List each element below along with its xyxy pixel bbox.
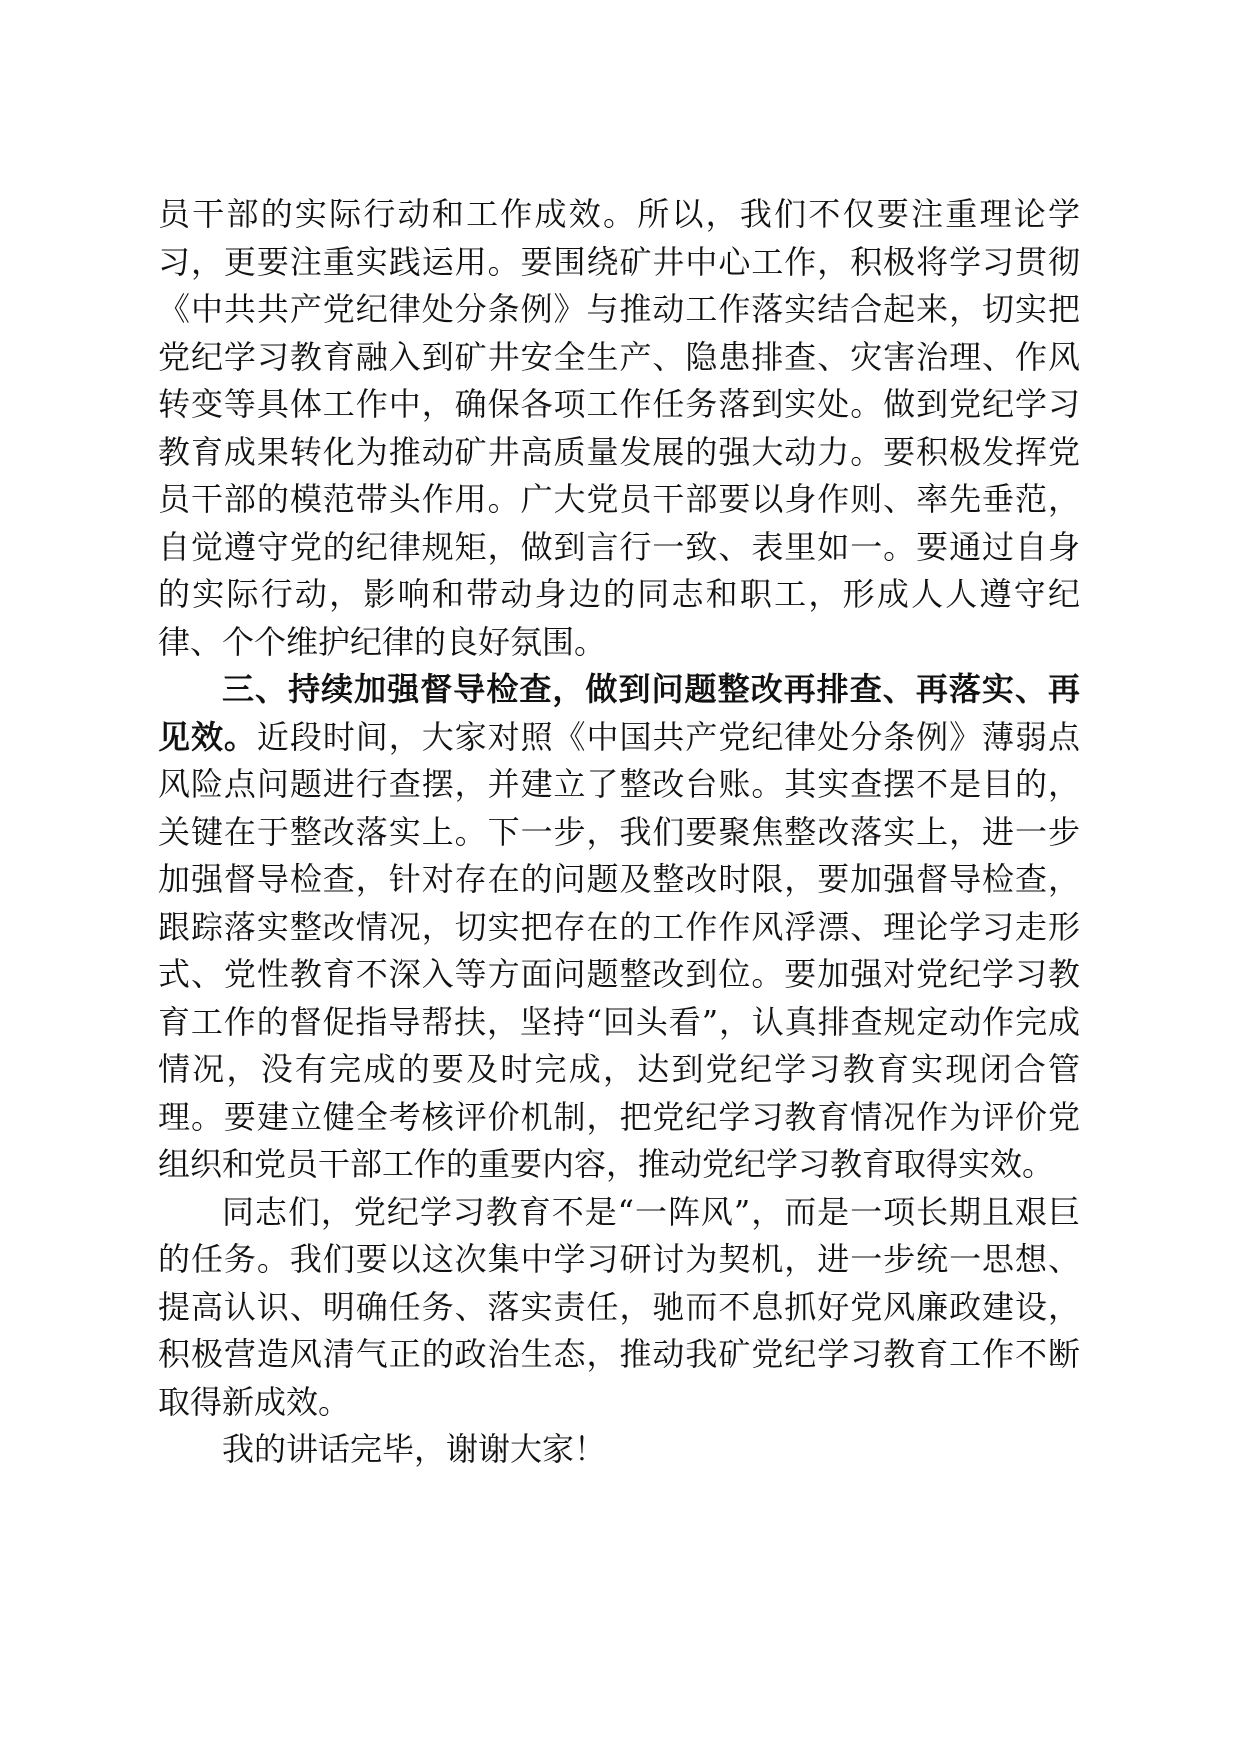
paragraph-text: 我的讲话完毕，谢谢大家！ bbox=[222, 1430, 607, 1468]
paragraph-section-three bbox=[158, 666, 1080, 1189]
document-body bbox=[158, 191, 1080, 1474]
paragraph-closing bbox=[158, 1189, 1080, 1427]
paragraph-text: 近段时间，大家对照《中国共产党纪律处分条例》薄弱点风险点问题进行查摆，并建立了整改台账。其实查摆不是目的，关键在于整改落实上。下一步，我们要聚焦整改落实上，进一步加强督导检查，针对存在的问题及整改时限，要加强督导检查，跟踪落实整改情况，切实把存在的工作作风浮漂、理论学习走形式、党性教育不深入等方面问题整改到位。要加强对党纪学习教育工作的督促指导帮扶，坚持“回头看”，认真排查规定动作完成情况，没有完成的要及时完成，达到党纪学习教育实现闭合管理。要建立健全考核评价机制，把党纪学习教育情况作为评价党组织和党员干部工作的重要内容，推动党纪学习教育取得实效。 bbox=[158, 717, 1080, 1183]
paragraph-thanks bbox=[158, 1426, 1080, 1474]
paragraph-text: 员干部的实际行动和工作成效。所以，我们不仅要注重理论学习，更要注重实践运用。要围绕矿井中心工作，积极将学习贯彻《中共共产党纪律处分条例》与推动工作落实结合起来，切实把党纪学习教育融入到矿井安全生产、隐患排查、灾害治理、作风转变等具体工作中，确保各项工作任务落到实处。做到党纪学习教育成果转化为推动矿井高质量发展的强大动力。要积极发挥党员干部的模范带头作用。广大党员干部要以身作则、率先垂范，自觉遵守党的纪律规矩，做到言行一致、表里如一。要通过自身的实际行动，影响和带动身边的同志和职工，形成人人遵守纪律、个个维护纪律的良好氛围。 bbox=[158, 195, 1080, 661]
section-heading: 三、持续加强督导检查，做到问题整改再排查、再落实、再见效。 bbox=[158, 670, 1080, 756]
paragraph-continued bbox=[158, 191, 1080, 666]
paragraph-text: 同志们，党纪学习教育不是“一阵风”，而是一项长期且艰巨的任务。我们要以这次集中学习研讨为契机，进一步统一思想、提高认识、明确任务、落实责任，驰而不息抓好党风廉政建设，积极营造风清气正的政治生态，推动我矿党纪学习教育工作不断取得新成效。 bbox=[158, 1192, 1080, 1421]
